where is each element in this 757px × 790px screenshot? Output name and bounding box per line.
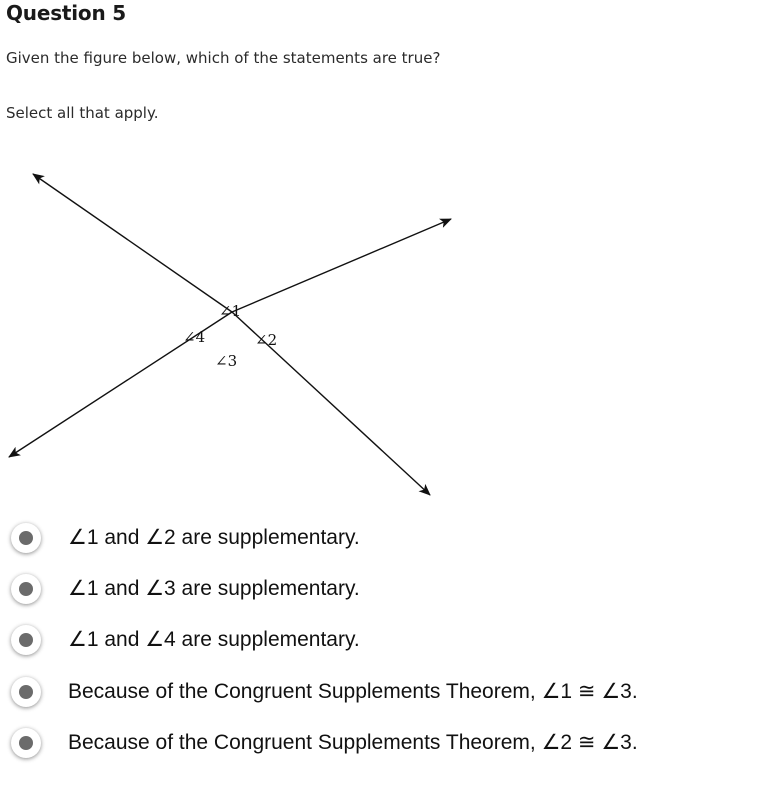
line-descending (33, 174, 232, 312)
angle-3-label: ∠3 (215, 352, 238, 370)
answer-option-4[interactable] (0, 673, 757, 713)
radio-dot-icon (19, 531, 33, 545)
answer-option-5[interactable] (0, 724, 757, 764)
option-2-label[interactable]: ∠1 and ∠3 are supplementary. (68, 577, 360, 600)
angle-2-label: ∠2 (255, 331, 278, 349)
angle-1-label: ∠1 (219, 302, 242, 320)
radio-dot-icon (19, 736, 33, 750)
option-4-radio[interactable] (11, 677, 41, 707)
question-instruction: Select all that apply. (6, 104, 159, 122)
radio-dot-icon (19, 582, 33, 596)
option-1-label[interactable]: ∠1 and ∠2 are supplementary. (68, 526, 360, 549)
intersecting-lines-figure (0, 160, 470, 505)
option-5-label[interactable]: Because of the Congruent Supplements Theorem, ∠2 ≅ ∠3. (68, 731, 638, 754)
answer-option-1[interactable] (0, 519, 757, 559)
option-5-radio[interactable] (11, 728, 41, 758)
option-4-label[interactable]: Because of the Congruent Supplements Theorem, ∠1 ≅ ∠3. (68, 680, 638, 703)
option-3-radio[interactable] (11, 625, 41, 655)
radio-dot-icon (19, 685, 33, 699)
line-ascending (232, 219, 451, 312)
option-3-label[interactable]: ∠1 and ∠4 are supplementary. (68, 628, 360, 651)
angle-4-label: ∠4 (183, 328, 206, 346)
option-1-radio[interactable] (11, 523, 41, 553)
answer-option-2[interactable] (0, 570, 757, 610)
question-title: Question 5 (6, 1, 126, 25)
question-prompt: Given the figure below, which of the statements are true? (6, 49, 441, 67)
answer-option-3[interactable] (0, 621, 757, 661)
option-2-radio[interactable] (11, 574, 41, 604)
radio-dot-icon (19, 633, 33, 647)
